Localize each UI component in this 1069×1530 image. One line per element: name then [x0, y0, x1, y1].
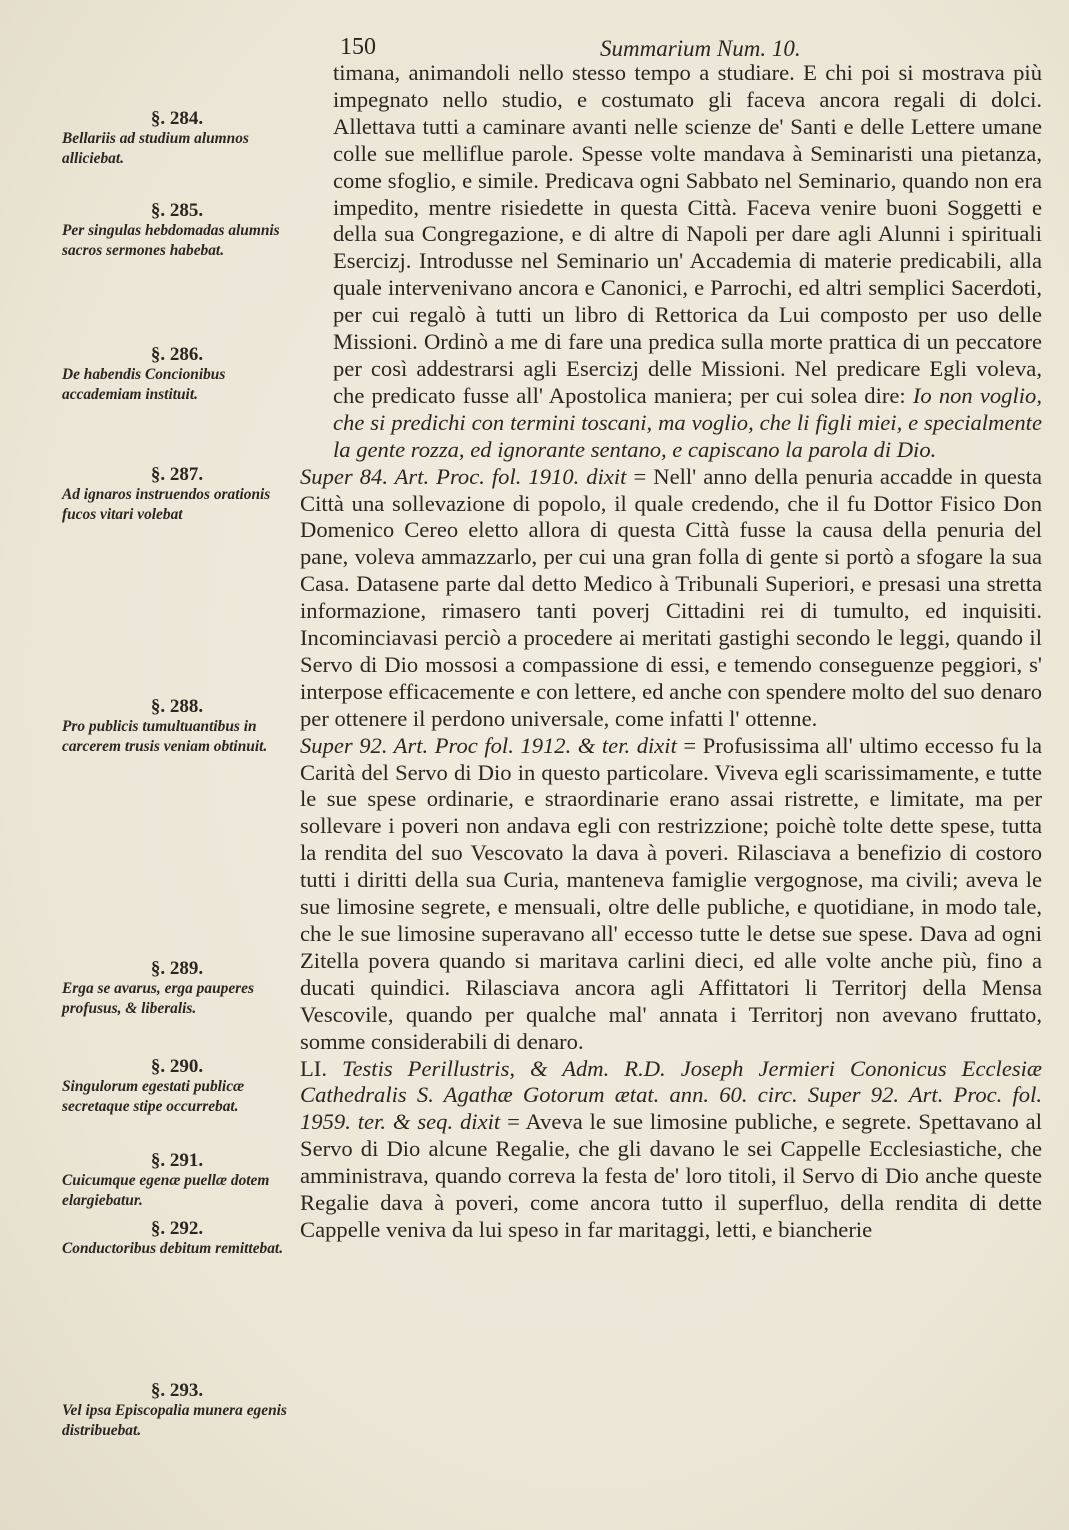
marginal-note — [62, 464, 292, 524]
marginal-note — [62, 200, 292, 260]
citation: Testis Perillustris, & Adm. R.D. Joseph Jermieri Cononicus Ecclesiæ Cathedralis S. Agathæ Gotorum ætat. ann. 60. circ. Super 92. Art. Proc. fol. 1959. ter. & seq. dixit — [300, 1055, 1042, 1135]
citation: Super 92. Art. Proc fol. 1912. & ter. dixit — [300, 732, 677, 758]
marginal-note-text: Singulorum egestati publicæ secretaque stipe occurrebat. — [62, 1078, 245, 1115]
marginal-note — [62, 1056, 292, 1116]
marginal-note — [62, 344, 292, 404]
running-head: Summarium Num. 10. — [600, 36, 801, 61]
paragraph-text: = Nell' anno della penuria accadde in questa Città una sollevazione di popolo, il quale credendo, che il fu Dottor Fisico Don Domenico Cereo eletto allora di questa Città fusse la causa della penuria del pane, voleva ammazzarlo, per cui una gran folla di gente si portò a sfogare la sua Casa. Datasene parte dal detto Medico à Tribunali Superiori, e presasi una stretta informazione, rimasero tanti poverj Cittadini rei di tumulto, ed inquisiti. Incominciavasi perciò a procedere ai meritati gastighi secondo le leggi, quando il Servo di Dio mossosi a compassione di essi, e temendo conseguenze peggiori, s' interpose efficacemente e con lettere, ed anche con spendere molto del suo denaro per ottenere il perdono universale, come infatti l' ottenne. — [300, 463, 1042, 731]
paragraph-text: timana, animandoli nello stesso tempo a studiare. E chi poi si mostrava più impegnato nello studio, e costumato gli faceva ancora regali di dolci. Allettava tutti a caminare avanti nelle scienze de' Santi e delle Lettere umane colle sue melliflue parole. Spesse volte mandava à Seminaristi una pietanza, come sfoglio, e simile. Predicava ogni Sabbato nel Seminario, quando non era impedito, mentre risiedette in questa Città. Faceva venire buoni Soggetti e della sua Congregazione, e di altre di Napoli per dare agli Alunni i spirituali Esercizj. Introdusse nel Seminario un' Accademia di materie predicabili, alla quale intervenivano ancora e Canonici, e Parrochi, ed altri semplici Sacerdoti, per cui regalò à tutti un libro di Rettorica da Lui composto per uso delle Missioni. Ordinò a me di fare una predica sulla morte prattica di un peccatore per così addestrarsi agli Esercizj delle Missioni. Nel predicare Egli voleva, che predicato fusse all' Apostolica maniera; per cui solea dire: — [333, 60, 1042, 408]
citation: Super 84. Art. Proc. fol. 1910. dixit — [300, 463, 627, 489]
page-header — [340, 28, 1030, 62]
witness-number: LI. — [300, 1055, 327, 1081]
marginal-note-text: Pro publicis tumultuantibus in carcerem trusis veniam obtinuit. — [62, 718, 268, 755]
paragraph-text: = Profusissima all' ultimo eccesso fu la Carità del Servo di Dio in questo particolare. Viveva egli scarissimamente, e tutte le sue spese ordinarie, e straordinarie erano assai ristrette, e limitate, ma per sollevare i poveri non andava egli con restrizzione; poichè tolte dette spese, tutta la rendita del suo Vescovato la dava à poveri. Rilasciava a benefizio di costoro tutti i diritti della sua Curia, manteneva famiglie vergognose, ma civili; aveva le sue limosine segrete, e mensuali, oltre delle publiche, e quotidiane, in modo tale, che le sue limosine superavano all' eccesso tutte le detse sue spese. Dava ad ogni Zitella povera quando si maritava carlini dieci, ed alle volte anche più, fino a ducati quindici. Rilasciava ancora agli Affittatori li Territorj della Mensa Vescovile, quando per qualche mal' annata i Territorj non avevano fruttato, somme considerabili di denaro. — [300, 732, 1042, 1054]
paragraph — [300, 733, 1042, 1056]
marginal-note-number: §. 287. — [150, 464, 204, 485]
marginal-note-number: §. 291. — [150, 1150, 204, 1171]
marginal-note-number: §. 284. — [150, 108, 204, 129]
marginal-note — [62, 108, 292, 168]
marginal-note-text: Conductoribus debitum remittebat. — [62, 1240, 284, 1257]
paragraph-text: = Aveva le sue limosine publiche, e segrete. Spettavano al Servo di Dio alcune Regalie, che gli davano le sei Cappelle Ecclesiastiche, che amministrava, quando correva la festa de' loro titoli, il Servo di Dio anche queste Regalie dava à poveri, come ancora tutto il superfluo, della rendita di dette Cappelle veniva da lui speso in far maritaggi, letti, e biancherie — [300, 1109, 1042, 1242]
marginal-note — [62, 1218, 292, 1259]
marginal-note-number: §. 285. — [150, 200, 204, 221]
quote-text: Io non voglio, che si predichi con termini toscani, ma voglio, che li figli miei, e specialmente la gente rozza, ed ignorante sentano, e capiscano la parola di Dio. — [333, 382, 1042, 462]
paragraph — [300, 1056, 1042, 1244]
marginal-note — [62, 1380, 292, 1440]
main-text — [300, 60, 1042, 1244]
marginal-note-text: Vel ipsa Episcopalia munera egenis distribuebat. — [62, 1402, 287, 1439]
paragraph — [300, 464, 1042, 733]
marginal-note-number: §. 288. — [150, 696, 204, 717]
marginal-note-number: §. 292. — [150, 1218, 204, 1239]
paragraph — [300, 60, 1042, 464]
page-number: 150 — [340, 34, 376, 60]
marginal-note — [62, 958, 292, 1018]
marginal-note-number: §. 286. — [150, 344, 204, 365]
marginal-note-text: Per singulas hebdomadas alumnis sacros sermones habebat. — [62, 222, 280, 259]
marginal-note-text: De habendis Concionibus accademiam instituit. — [62, 366, 226, 403]
marginal-note-number: §. 290. — [150, 1056, 204, 1077]
marginal-note-number: §. 293. — [150, 1380, 204, 1401]
marginal-note-number: §. 289. — [150, 958, 204, 979]
marginal-note — [62, 1150, 292, 1210]
marginal-note-text: Cuicumque egenæ puellæ dotem elargiebatur. — [62, 1172, 270, 1209]
marginal-note-text: Ad ignaros instruendos orationis fucos vitari volebat — [62, 486, 271, 523]
marginal-note — [62, 696, 292, 756]
marginal-note-text: Erga se avarus, erga pauperes profusus, & liberalis. — [62, 980, 254, 1017]
marginal-note-text: Bellariis ad studium alumnos alliciebat. — [62, 130, 249, 167]
